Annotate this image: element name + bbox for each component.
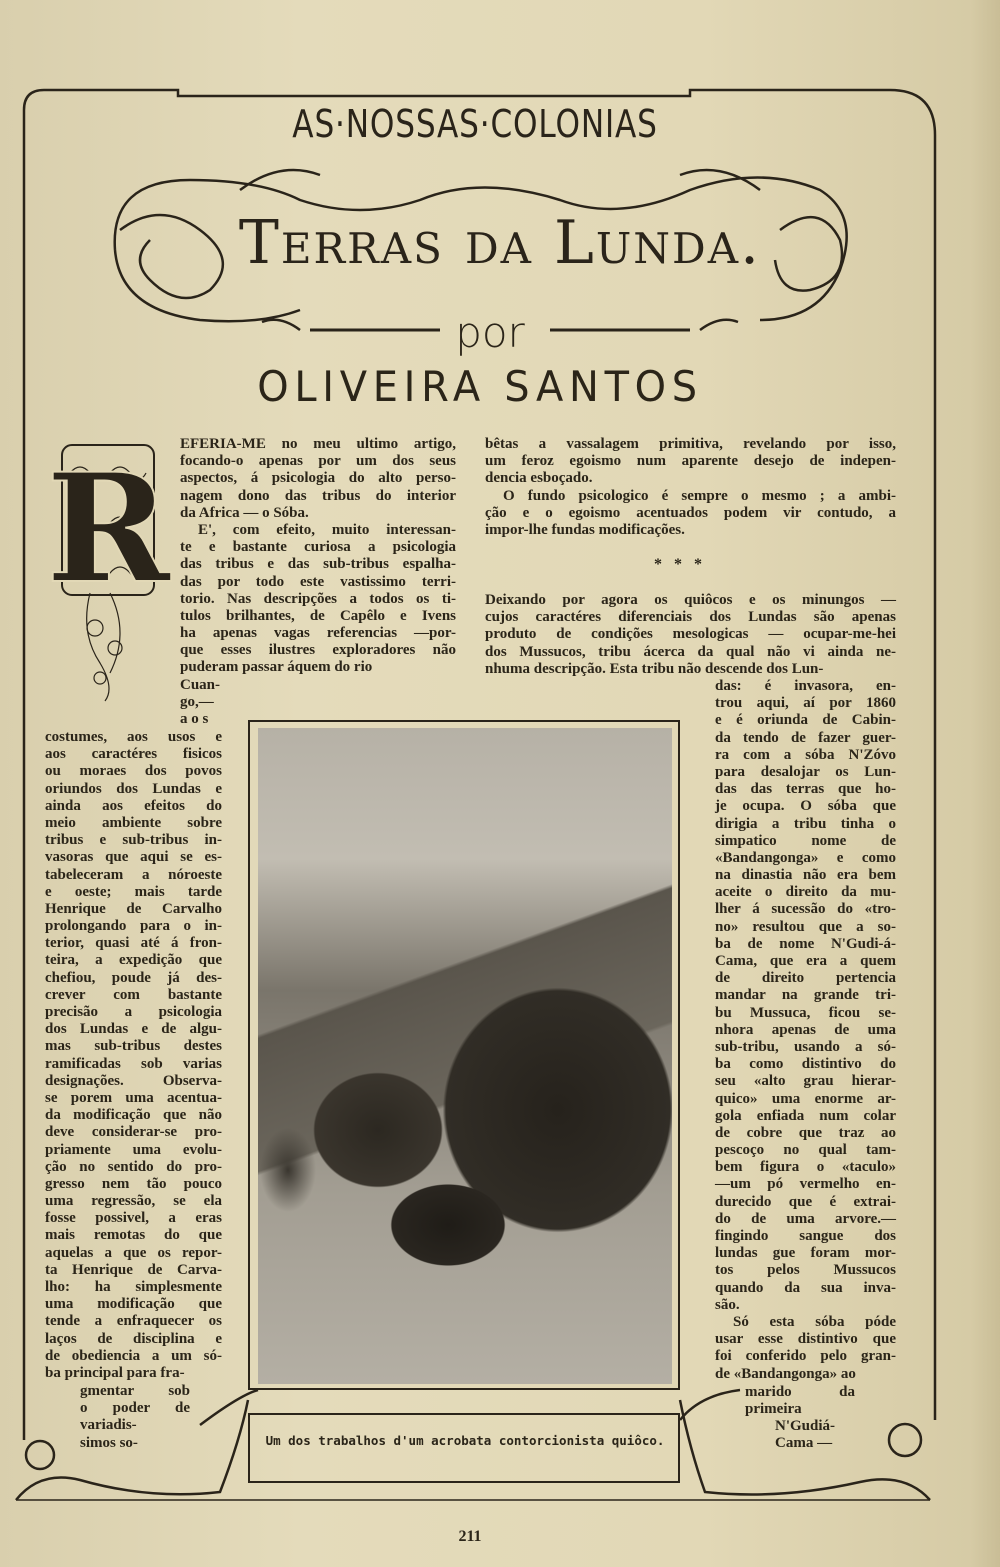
text-line: E', com efeito, muito interessan- xyxy=(198,521,456,538)
text-line: dos Lundas e de algu- xyxy=(45,1021,222,1038)
text-line: torio. Nas descripções a todos os ti- xyxy=(180,590,456,607)
text-line: tende a enfraquecer os xyxy=(45,1313,222,1330)
text-line: precisão a psicologia xyxy=(45,1004,222,1020)
text-line: ha apenas vagas referencias —por- xyxy=(180,625,456,642)
text-line: dos Mussucos, tribu ácerca da qual não vi ainda ne- xyxy=(485,643,896,660)
text-line: seu «alto grau hierar- xyxy=(715,1073,896,1090)
paragraph xyxy=(80,1383,190,1452)
text-line: vasoras que aqui se es- xyxy=(45,849,222,866)
text-line: Cama — xyxy=(775,1435,833,1452)
text-line: dirigia a tribu tinha o xyxy=(715,815,896,832)
text-line: e oeste; mais tarde xyxy=(45,883,222,900)
text-line: te e bastante curiosa a psicologia xyxy=(180,539,456,556)
text-line: quico» uma enorme ar- xyxy=(715,1090,896,1107)
text-line: sub-tribu, usando a só- xyxy=(715,1038,896,1055)
text-line: uma modificação que xyxy=(45,1296,222,1313)
text-line: fosse possivel, a eras xyxy=(45,1210,222,1227)
text-line: tabeleceram a nóroeste xyxy=(45,866,222,883)
author-name: OLIVEIRA SANTOS xyxy=(257,362,703,411)
text-line: chefiou, poude já des- xyxy=(45,969,222,986)
text-line: foi conferido pelo gran- xyxy=(715,1348,896,1365)
text-line: meio ambiente sobre xyxy=(45,814,222,831)
text-line: de cobre que traz ao xyxy=(715,1124,896,1141)
text-line: fingindo sangue dos xyxy=(715,1228,896,1244)
text-line: gmentar sob xyxy=(80,1383,190,1399)
text-line: teira, a expedição que xyxy=(45,952,222,969)
text-line: EFERIA-ME no meu ultimo artigo, xyxy=(180,436,456,452)
column-right xyxy=(715,678,896,1383)
section-asterism: * * * xyxy=(654,556,706,573)
paragraph xyxy=(745,1384,855,1418)
text-line: tos pelos Mussucos xyxy=(715,1262,896,1279)
text-line: ainda aos efeitos do xyxy=(45,797,222,814)
article-title: Terras da Lunda. xyxy=(238,208,762,278)
text-line: costumes, aos usos e xyxy=(45,729,222,745)
text-line: Deixando por agora os quiôcos e os minungos — xyxy=(485,592,896,608)
text-line: cujos caractéres diferenciais dos Lundas são apenas xyxy=(485,609,896,626)
paragraph xyxy=(715,678,896,1314)
text-line: designações. Observa- xyxy=(45,1072,222,1089)
text-line: simos so- xyxy=(80,1434,138,1451)
text-line: das das terras que ho- xyxy=(715,781,896,798)
text-line: nhuma descripção. Esta tribu não descende dos Lun- xyxy=(485,660,824,677)
text-line: ra com a sóba N'Zóvo xyxy=(715,746,896,763)
text-line: N'Gudiá- xyxy=(775,1418,836,1434)
text-line: da Africa — o Sóba. xyxy=(180,504,309,521)
text-line: Só esta sóba póde xyxy=(733,1313,896,1330)
text-line: de direito pertencia xyxy=(715,970,896,987)
text-line: ba como distintivo do xyxy=(715,1056,896,1073)
text-line: de «Bandangonga» ao xyxy=(715,1365,856,1382)
paragraph xyxy=(775,1418,855,1452)
text-line: laços de disciplina e xyxy=(45,1330,222,1347)
column-intro-tail xyxy=(180,677,230,729)
text-line: ba principal para fra- xyxy=(45,1364,185,1381)
text-line: uma regressão, se ela xyxy=(45,1193,222,1210)
text-line: na dinastia não era bem xyxy=(715,867,896,884)
text-line: tribus e sub-tribus in- xyxy=(45,832,222,849)
text-line: ção e o egoismo acentuados podem vir contudo, a xyxy=(485,504,896,521)
text-line: durecido que é extrai- xyxy=(715,1193,896,1210)
text-line: «Bandangonga» e como xyxy=(715,849,896,866)
text-line: da modificação que não xyxy=(45,1107,222,1124)
paragraph xyxy=(45,729,222,1382)
text-line: simpatico nome de xyxy=(715,832,896,849)
text-line: aspectos, á psicologia do alto perso- xyxy=(180,470,456,487)
text-line: go,— xyxy=(180,694,214,711)
text-line: bem figura o «taculo» xyxy=(715,1159,896,1176)
text-line: das: é invasora, en- xyxy=(715,678,896,694)
text-line: marido da xyxy=(745,1384,855,1400)
text-line: ou moraes dos povos xyxy=(45,763,222,780)
column-intro xyxy=(180,436,456,677)
text-line: mandar na grande tri- xyxy=(715,987,896,1004)
column-right-tail-2 xyxy=(775,1418,855,1452)
paragraph xyxy=(180,522,456,677)
text-line: nhora apenas de uma xyxy=(715,1021,896,1038)
text-line: e é oriunda de Cabin- xyxy=(715,712,896,729)
text-line: puderam passar áquem do rio xyxy=(180,659,373,676)
caption-box xyxy=(248,1413,680,1483)
text-line: nagem dono das tribus do interior xyxy=(180,487,456,504)
column-right-tail-1 xyxy=(745,1384,855,1418)
text-line: das tribus e das sub-tribus espalha- xyxy=(180,556,456,573)
text-line: Cama, que era a quem xyxy=(715,953,896,969)
text-line: priamente uma evolu- xyxy=(45,1141,222,1158)
paragraph xyxy=(485,592,896,678)
text-line: lundas gue foram mor- xyxy=(715,1245,896,1262)
text-line: gola enfiada num colar xyxy=(715,1107,896,1124)
text-line: prolongando para o in- xyxy=(45,918,222,935)
text-line: lher á sucessão do «tro- xyxy=(715,901,896,918)
text-line: ção no sentido do pro- xyxy=(45,1158,222,1175)
text-line: bêtas a vassalagem primitiva, revelando por isso, xyxy=(485,436,896,452)
byline-por: por xyxy=(455,308,525,357)
text-line: Henrique de Carvalho xyxy=(45,900,222,917)
section-kicker: AS·NOSSAS·COLONIAS xyxy=(292,102,658,146)
text-line: pescoço no qual tam- xyxy=(715,1142,896,1159)
photograph-figures xyxy=(258,880,672,1340)
text-line: um feroz egoismo num aparente desejo de indepen- xyxy=(485,453,896,470)
text-line: Cuan- xyxy=(180,677,221,693)
text-line: usar esse distintivo que xyxy=(715,1331,896,1348)
text-line: se porem uma acentua- xyxy=(45,1089,222,1106)
text-line: trou aqui, aí por 1860 xyxy=(715,695,896,712)
text-line: quando da sua inva- xyxy=(715,1279,896,1296)
drop-cap-ornament xyxy=(45,441,171,703)
text-line: mais remotas do que xyxy=(45,1227,222,1244)
paragraph xyxy=(485,436,896,488)
text-line: o poder de xyxy=(80,1400,190,1417)
text-line: das por todo este vastissimo terri- xyxy=(180,573,456,590)
text-line: mas sub-tribus destes xyxy=(45,1038,222,1055)
paragraph xyxy=(180,677,230,729)
text-line: dencia esboçado. xyxy=(485,470,593,487)
text-line: deve considerar-se pro- xyxy=(45,1124,222,1141)
text-line: je ocupa. O sóba que xyxy=(715,798,896,815)
paragraph xyxy=(485,488,896,540)
text-line: ta Henrique de Carva- xyxy=(45,1261,222,1278)
paragraph xyxy=(180,436,456,522)
text-line: aquelas a que os repor- xyxy=(45,1244,222,1261)
text-line: a o s xyxy=(180,711,209,728)
text-line: tulos brilhantes, de Capêlo e Ivens xyxy=(180,607,456,624)
text-line: do de uma arvore.— xyxy=(715,1210,896,1227)
column-left-tail xyxy=(80,1383,190,1452)
text-line: lho: ha simplesmente xyxy=(45,1279,222,1295)
text-line: impor-lhe fundas modificações. xyxy=(485,521,685,538)
text-line: gresso nem tão pouco xyxy=(45,1175,222,1192)
text-line: para desalojar os Lun- xyxy=(715,763,896,780)
drop-cap-letter: R xyxy=(45,441,171,617)
text-line: focando-o apenas por um dos seus xyxy=(180,453,456,470)
text-line: terior, quasi até á fron- xyxy=(45,935,222,952)
text-line: da tendo de fazer guer- xyxy=(715,729,896,746)
text-line: são. xyxy=(715,1296,740,1313)
text-line: bu Mussuca, ficou se- xyxy=(715,1004,896,1021)
text-line: primeira xyxy=(745,1401,802,1418)
text-line: —um pó vermelho en- xyxy=(715,1176,896,1193)
text-line: que esses ilustres exploradores não xyxy=(180,642,456,659)
text-line: de obediencia a um só- xyxy=(45,1347,222,1364)
page-number: 211 xyxy=(458,1528,482,1545)
text-line: crever com bastante xyxy=(45,986,222,1003)
text-line: variadis- xyxy=(80,1417,137,1434)
text-line: ramificadas sob varias xyxy=(45,1055,222,1072)
text-line: no» resultou que a so- xyxy=(715,918,896,935)
text-line: aceite o direito da mu- xyxy=(715,884,896,901)
column-right-mid xyxy=(485,592,896,678)
column-left xyxy=(45,729,222,1382)
text-line: O fundo psicologico é sempre o mesmo ; a ambi- xyxy=(503,487,896,504)
text-line: oriundos dos Lundas e xyxy=(45,780,222,797)
photo-caption: Um dos trabalhos d'um acrobata contorcionista quiôco. xyxy=(265,1433,665,1448)
paragraph xyxy=(715,1314,896,1383)
text-line: ba de nome N'Gudi-á- xyxy=(715,935,896,952)
text-line: produto de condições mesologicas — ocupar-me-hei xyxy=(485,626,896,643)
column-right-top xyxy=(485,436,896,539)
text-line: aos caractéres fisicos xyxy=(45,746,222,763)
